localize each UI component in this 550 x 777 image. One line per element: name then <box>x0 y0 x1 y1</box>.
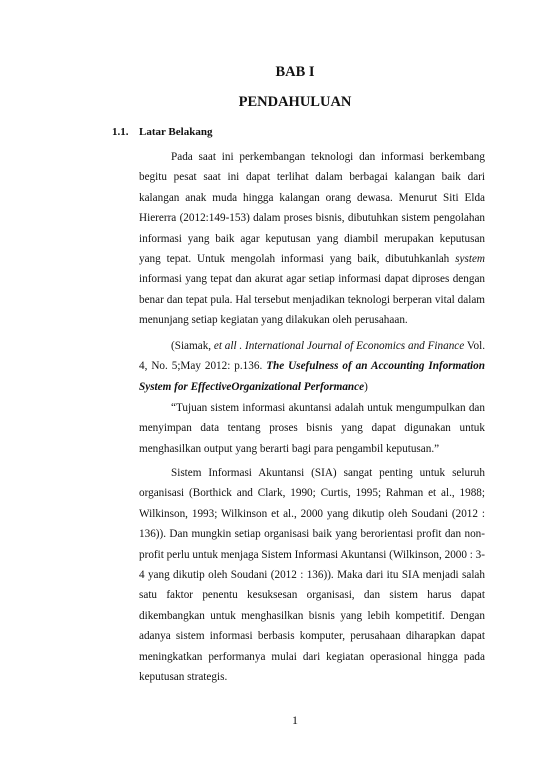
chapter-title: PENDAHULUAN <box>238 94 352 110</box>
citation-prefix: (Siamak, <box>171 340 214 352</box>
paragraph-background-text-a: Pada saat ini perkembangan teknologi dan informasi berkembang begitu pesat saat ini dapat terlihat dalam berbagai kalangan baik dari kalangan anak muda hingga kalangan orang dewasa. Menurut Siti Elda Hiererra (2012:149-153) dalam proses bisnis, dibutuhkan sistem pengolahan informasi yang baik agar keputusan yang diambil merupakan keputusan yang tepat. Untuk mengolah informasi yang baik, dibutuhkanlah <box>139 151 485 266</box>
citation-suffix: ) <box>364 380 368 393</box>
quote-paragraph: “Tujuan sistem informasi akuntansi adalah untuk mengumpulkan dan menyimpan data tentang proses bisnis yang dapat digunakan untuk menghasilkan output yang berarti bagi para pengambil keputusan.” <box>139 402 485 455</box>
citation-journal: et all . International Journal of Economics and Finance <box>213 340 465 352</box>
page-number: 1 <box>292 713 298 727</box>
chapter-label: BAB I <box>275 64 315 80</box>
citation-paragraph <box>139 336 485 397</box>
section-title: Latar Belakang <box>139 126 213 138</box>
section-heading <box>112 126 212 138</box>
paragraph-background <box>139 147 485 331</box>
paragraph-background-text-b: informasi yang tepat dan akurat agar setiap informasi dapat diproses dengan benar dan tepat pula. Hal tersebut menjadikan teknologi berperan vital dalam menunjang setiap kegiatan yang dilakukan oleh perusahaan. <box>139 273 485 327</box>
paragraph-background-term: system <box>455 253 485 266</box>
citation-detail: Vol. 4, No. 5;May 2012: p.136. <box>139 340 485 373</box>
paragraph-sia: Sistem Informasi Akuntansi (SIA) sangat penting untuk seluruh organisasi (Borthick and Clark, 1990; Curtis, 1995; Rahman et al., 1988; Wilkinson, 1993; Wilkinson et al., 2000 yang dikutip oleh Soudani (2012 : 136)). Dan mungkin setiap organisasi baik yang berorientasi profit dan non-profit perlu untuk menjaga Sistem Informasi Akuntansi (Wilkinson, 2000 : 3-4 yang dikutip oleh Soudani (2012 : 136)). Maka dari itu SIA menjadi salah satu faktor penentu kesuksesan organisasi, dan sistem harus dapat dikembangkan untuk menghasilkan bisnis yang lebih kompetitif. Dengan adanya sistem informasi berbasis komputer, perusahaan diharapkan dapat meningkatkan performanya mulai dari kegiatan operasional hingga pada keputusan strategis. <box>139 467 486 684</box>
section-number: 1.1. <box>112 126 129 138</box>
citation-title: The Usefulness of an Accounting Information System for EffectiveOrganizational Performance <box>139 360 485 393</box>
